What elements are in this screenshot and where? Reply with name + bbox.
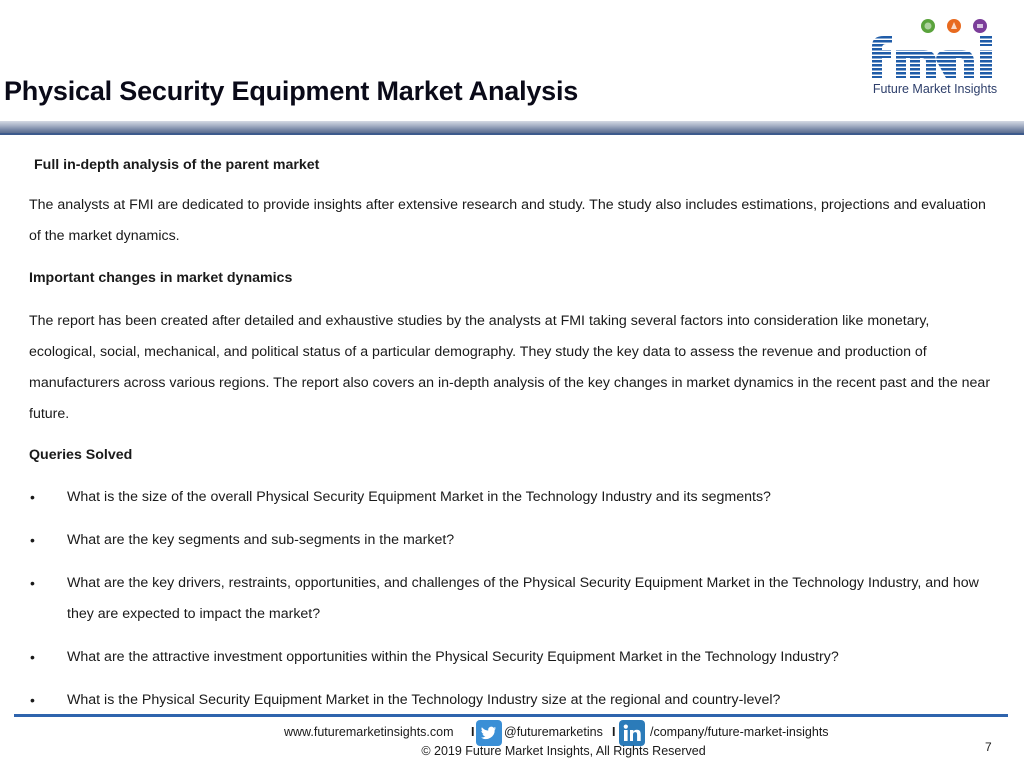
queries-list xyxy=(29,482,994,728)
fmi-logo-mark xyxy=(862,16,1008,82)
list-item: • What are the key drivers, restraints, opportunities, and challenges of the Physical Security Equipment Market in the Technology Industry, and how they are expected to impact the market? xyxy=(29,568,994,630)
linkedin-link[interactable]: /company/future-market-insights xyxy=(650,725,829,739)
website-link[interactable]: www.futuremarketinsights.com xyxy=(284,725,454,739)
list-item: • What are the attractive investment opportunities within the Physical Security Equipment Market in the Technology Industry? xyxy=(29,642,994,673)
bullet-icon: • xyxy=(30,649,35,665)
fmi-logo xyxy=(862,16,1008,102)
linkedin-icon[interactable] xyxy=(619,720,645,746)
list-item: • What is the Physical Security Equipment Market in the Technology Industry size at the regional and country-level? xyxy=(29,685,994,716)
bullet-icon: • xyxy=(30,489,35,505)
page-title: Physical Security Equipment Market Analysis xyxy=(4,76,579,106)
page-number: 7 xyxy=(985,740,992,754)
list-item: • What is the size of the overall Physical Security Equipment Market in the Technology Industry and its segments? xyxy=(29,482,994,513)
twitter-handle-link[interactable]: @futuremarketins xyxy=(504,725,603,739)
bullet-icon: • xyxy=(30,532,35,548)
list-item: • What are the key segments and sub-segments in the market? xyxy=(29,525,994,556)
section-body-parent-market: The analysts at FMI are dedicated to provide insights after extensive research and study. The study also includes estimations, projections and evaluation of the market dynamics. xyxy=(29,197,986,244)
bullet-icon: • xyxy=(30,692,35,708)
logo-text: Future Market Insights xyxy=(872,82,998,96)
title-divider xyxy=(0,121,1024,133)
copyright-text: © 2019 Future Market Insights, All Rights Reserved xyxy=(421,744,706,758)
footer-separator: I xyxy=(471,725,475,739)
footer-divider xyxy=(14,714,1008,717)
section-heading-queries: Queries Solved xyxy=(29,447,133,463)
twitter-icon[interactable] xyxy=(476,720,502,746)
section-body-market-dynamics: The report has been created after detailed and exhaustive studies by the analysts at FMI taking several factors into consideration like monetary, ecological, social, mechanical, and political status of a particular demography. They study the key data to assess the revenue and production of manufacturers across various regions. The report also covers an in-depth analysis of the key changes in market dynamics in the recent past and the near future. xyxy=(29,313,991,422)
section-heading-market-dynamics: Important changes in market dynamics xyxy=(29,270,293,286)
footer-separator: I xyxy=(612,725,616,739)
bullet-icon: • xyxy=(30,575,35,591)
section-heading-parent-market: Full in-depth analysis of the parent market xyxy=(34,157,320,173)
